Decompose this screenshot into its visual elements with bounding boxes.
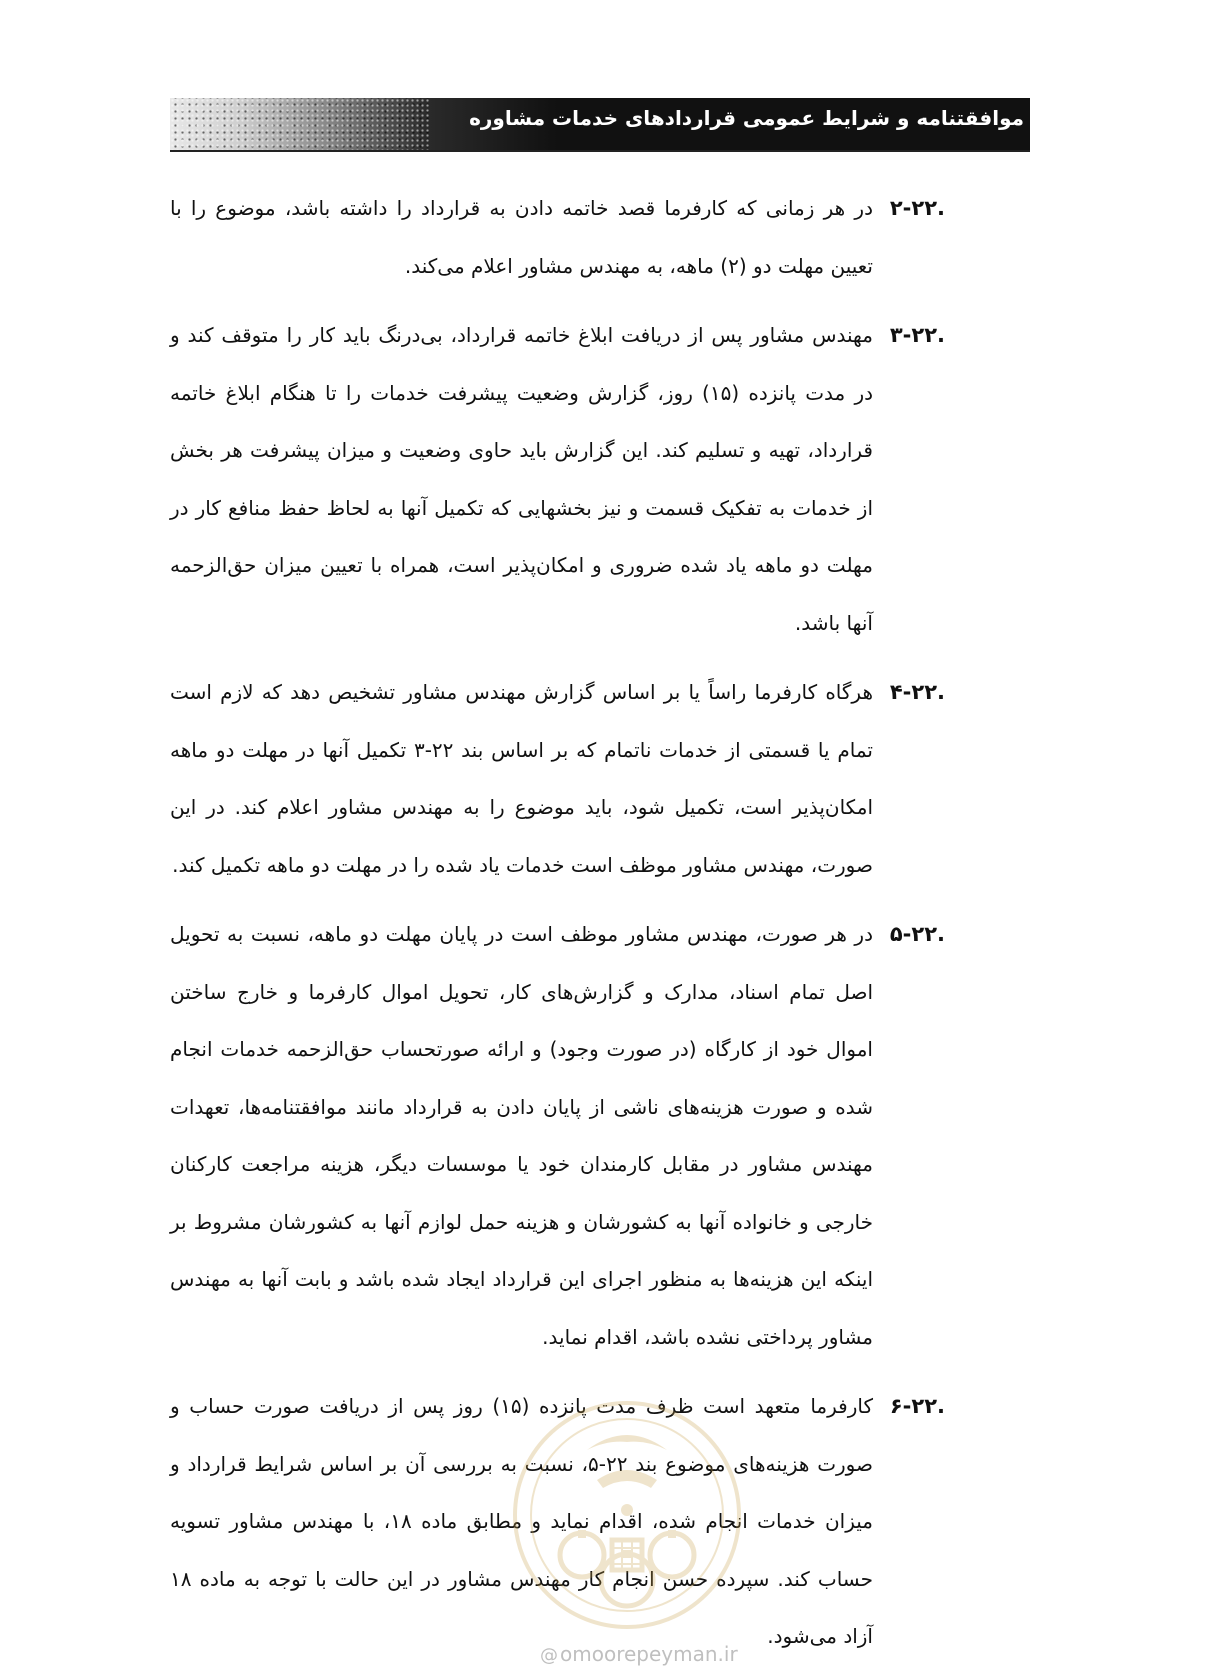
clause-text: هرگاه کارفرما راساً یا بر اساس گزارش مهندس مشاور تشخیص دهد که لازم است تمام یا قسمتی از خدمات ناتمام که بر اساس بند ۲۲-۳ تکمیل آنها در مهلت دو ماهه امکان‌پذیر است، تکمیل شود، باید موضوع را به مهندس مشاور اعلام کند. در این صورت، مهندس مشاور موظف است خدمات یاد شده را در مهلت دو ماهه تکمیل کند. <box>170 680 873 877</box>
footer-url-text: omoorepeyman.ir <box>560 1642 738 1666</box>
clause-text: مهندس مشاور پس از دریافت ابلاغ خاتمه قرارداد، بی‌درنگ باید کار را متوقف کند و در مدت پانزده (۱۵) روز، گزارش وضعیت پیشرفت خدمات را تا هنگام ابلاغ خاتمه قرارداد، تهیه و تسلیم کند. این گزارش باید حاوی وضعیت و میزان پیشرفت هر بخش از خدمات به تفکیک قسمت و نیز بخشهایی که تکمیل آنها به لحاظ حفظ منافع کار در مهلت دو ماهه یاد شده ضروری و امکان‌پذیر است، همراه با تعیین میزان حق‌الزحمه آنها باشد. <box>170 323 874 635</box>
clause-22-4 <box>170 664 945 894</box>
clause-22-2 <box>170 180 945 295</box>
clause-number: ۵-۲۲. <box>889 922 945 946</box>
clause-number: ۶-۲۲. <box>889 1394 945 1418</box>
clause-number: ۲-۲۲. <box>889 196 945 220</box>
clause-22-3 <box>170 307 945 652</box>
watermark-seal-icon <box>502 1390 752 1640</box>
header-texture <box>170 98 430 150</box>
clause-text: در هر صورت، مهندس مشاور موظف است در پایان مهلت دو ماهه، نسبت به تحویل اصل تمام اسناد، مدارک و گزارش‌های کار، تحویل اموال کارفرما و خارج ساختن اموال خود از کارگاه (در صورت وجود) و ارائه صورتحساب حق‌الزحمه خدمات انجام شده و صورت هزینه‌های ناشی از پایان دادن به قرارداد مانند موافقتنامه‌ها، تعهدات مهندس مشاور در مقابل کارمندان خود یا موسسات دیگر، هزینه مراجعت کارکنان خارجی و خانواده آنها به کشورشان و هزینه حمل لوازم آنها به کشورشان مشروط بر اینکه این هزینه‌ها به منظور اجرای این قرارداد ایجاد شده باشد و بابت آنها به مهندس مشاور پرداختی نشده باشد، اقدام نماید. <box>170 922 873 1349</box>
clause-text: کارفرما متعهد است ظرف مدت پانزده (۱۵) روز پس از دریافت صورت حساب و صورت هزینه‌های موضوع بند ۲۲-۵، نسبت به بررسی آن بر اساس شرایط قرارداد و میزان خدمات انجام شده، اقدام نماید و مطابق ماده ۱۸، با مهندس مشاور تسویه حساب کند. سپرده حسن انجام کار مهندس مشاور در این حالت با توجه به ماده ۱۸ آزاد می‌شود. <box>170 1394 873 1648</box>
clause-number: ۳-۲۲. <box>889 323 945 347</box>
header-title: موافقتنامه و شرایط عمومی قراردادهای خدمات مشاوره <box>469 106 1024 130</box>
footer-url <box>540 1642 738 1666</box>
clause-text: در هر زمانی که کارفرما قصد خاتمه دادن به قرارداد را داشته باشد، موضوع را با تعیین مهلت دو (۲) ماهه، به مهندس مشاور اعلام می‌کند. <box>170 196 873 278</box>
clause-number: ۴-۲۲. <box>889 680 945 704</box>
clause-22-5 <box>170 906 945 1366</box>
page-header <box>170 98 1030 152</box>
at-symbol-icon: @ <box>540 1645 558 1666</box>
